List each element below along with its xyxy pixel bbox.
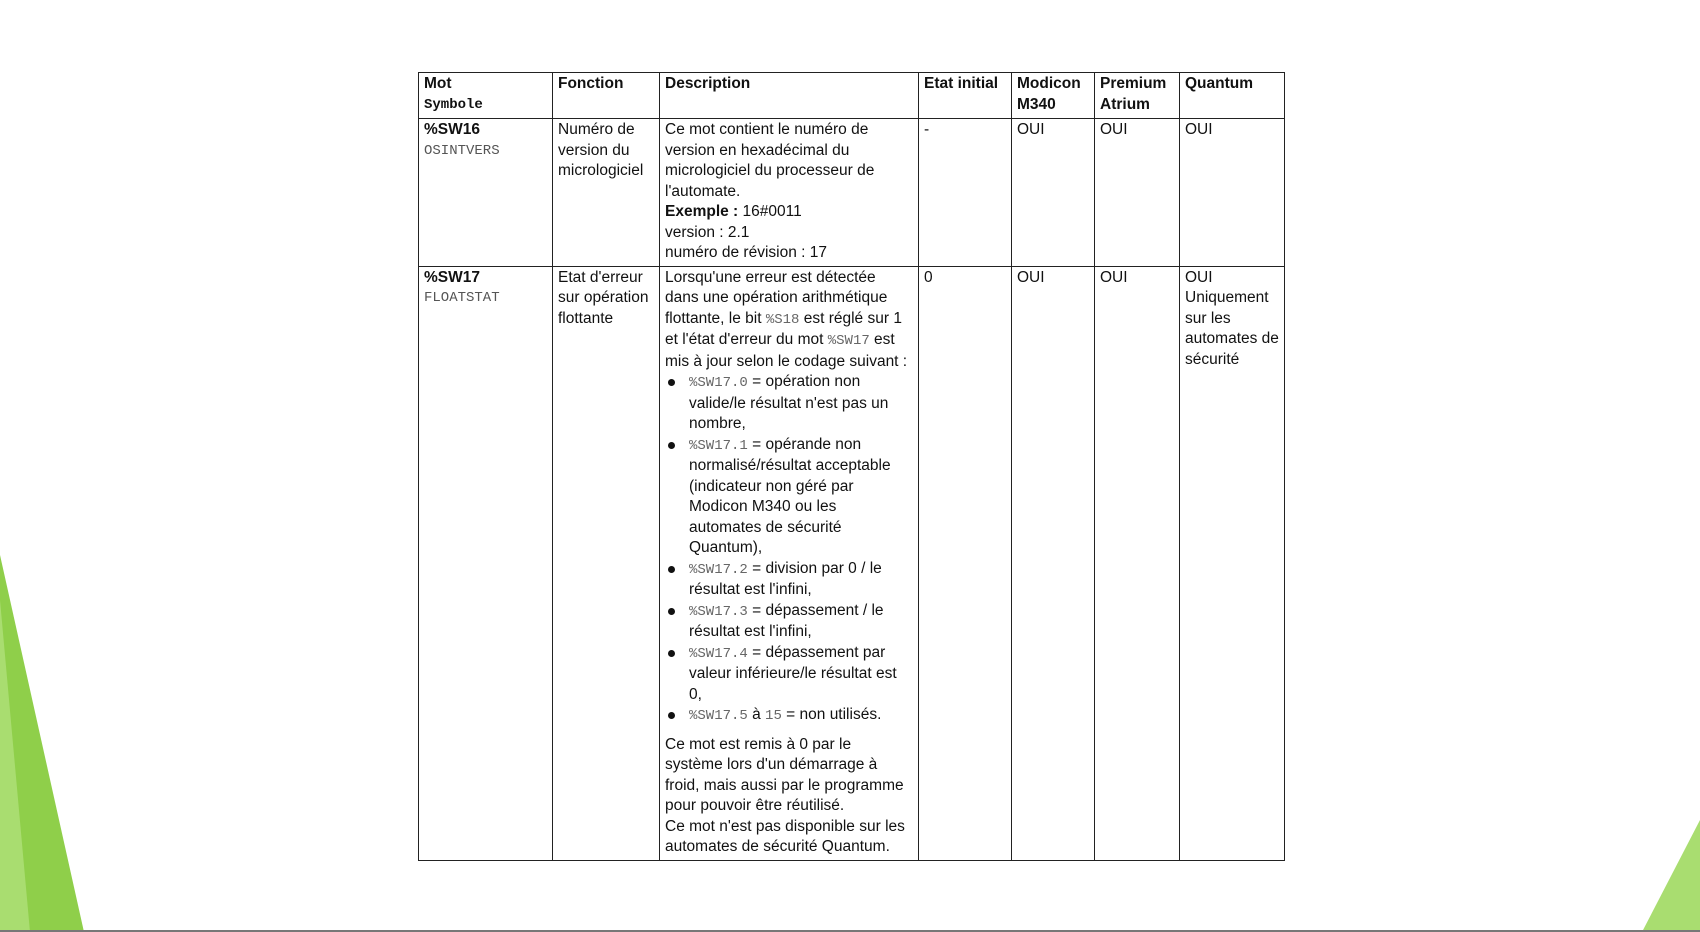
reset-note: Ce mot est remis à 0 par le système lors d'un démarrage à froid, mais aussi par le programme pour pouvoir être réutilisé. xyxy=(665,735,904,814)
error-code-list xyxy=(665,372,913,727)
list-item xyxy=(665,372,913,435)
system-words-table xyxy=(418,72,1285,861)
header-etat-initial: Etat initial xyxy=(919,73,1012,119)
header-modicon-line1: Modicon xyxy=(1017,75,1081,92)
table-row-sw16 xyxy=(419,119,1285,267)
cell-modicon: OUI xyxy=(1012,266,1095,860)
cell-premium: OUI xyxy=(1095,119,1180,267)
cell-mot xyxy=(419,119,553,267)
header-modicon-line2: M340 xyxy=(1017,95,1056,113)
header-mot xyxy=(419,73,553,119)
cell-modicon: OUI xyxy=(1012,119,1095,267)
header-modicon xyxy=(1012,73,1095,119)
bit-text: = non utilisés. xyxy=(781,706,882,723)
bit-code: %SW17.4 xyxy=(689,645,748,662)
header-description: Description xyxy=(660,73,919,119)
version-line: version : 2.1 xyxy=(665,223,750,241)
cell-etat-initial: 0 xyxy=(919,266,1012,860)
description-text: Ce mot contient le numéro de version en hexadécimal du micrologiciel du processeur de l'automate. xyxy=(665,121,875,200)
word-address: %SW17 xyxy=(424,268,480,286)
word-symbol: FLOATSTAT xyxy=(424,290,500,306)
quantum-note: Uniquement sur les automates de sécurité xyxy=(1185,289,1279,368)
paragraph-gap xyxy=(665,727,913,735)
bit-text: = dépassement par valeur inférieure/le résultat est 0, xyxy=(689,643,897,703)
example-label: Exemple : xyxy=(665,203,739,220)
cell-etat-initial: - xyxy=(919,119,1012,267)
header-quantum: Quantum xyxy=(1180,73,1285,119)
bit-code: %SW17.2 xyxy=(689,561,748,578)
intro-code-bit: %S18 xyxy=(765,311,800,328)
bit-code-end: 15 xyxy=(765,708,782,724)
list-item xyxy=(665,435,913,559)
cell-description xyxy=(660,266,919,860)
list-item xyxy=(665,601,913,643)
revision-line: numéro de révision : 17 xyxy=(665,244,827,261)
cell-mot xyxy=(419,266,553,860)
bit-text: = division par 0 / le résultat est l'infini, xyxy=(689,559,882,598)
header-fonction: Fonction xyxy=(553,73,660,119)
cell-quantum: OUI xyxy=(1180,119,1285,267)
table-header-row xyxy=(419,73,1285,119)
green-accent-right xyxy=(1620,0,1700,932)
bit-range-sep: à xyxy=(747,706,766,723)
list-item xyxy=(665,643,913,706)
bit-code: %SW17.0 xyxy=(689,375,748,391)
header-premium-line1: Premium xyxy=(1100,75,1167,92)
intro-text-a: Lorsqu'une erreur est détectée dans une opération arithmétique flottante, le bit xyxy=(665,268,888,327)
word-address: %SW16 xyxy=(424,121,480,138)
header-premium-line2: Atrium xyxy=(1100,95,1150,113)
example-line xyxy=(665,202,913,223)
bit-text: = opération non valide/le résultat n'est pas un nombre, xyxy=(689,373,889,432)
example-value: 16#0011 xyxy=(738,203,802,220)
list-item xyxy=(665,559,913,601)
availability-note: Ce mot n'est pas disponible sur les automates de sécurité Quantum. xyxy=(665,817,905,855)
bit-text: = opérande non normalisé/résultat acceptable (indicateur non géré par Modicon M340 ou les automates de sécurité Quantum), xyxy=(689,435,891,556)
header-symbole-label: Symbole xyxy=(424,96,483,113)
cell-description xyxy=(660,119,919,267)
word-symbol: OSINTVERS xyxy=(424,142,500,159)
quantum-value: OUI xyxy=(1185,268,1213,286)
green-accent-left xyxy=(0,0,120,932)
bit-code: %SW17.1 xyxy=(689,437,748,454)
table-row-sw17 xyxy=(419,266,1285,860)
cell-premium: OUI xyxy=(1095,266,1180,860)
list-item xyxy=(665,705,913,727)
intro-text-b: est réglé sur 1 et l'état d'erreur du mot xyxy=(665,309,902,348)
intro-text-c: est mis à jour selon le codage suivant : xyxy=(665,331,908,370)
bit-code-start: %SW17.5 xyxy=(689,708,748,724)
cell-fonction: Etat d'erreur sur opération flottante xyxy=(553,266,660,860)
bit-code: %SW17.3 xyxy=(689,603,748,620)
bit-text: = dépassement / le résultat est l'infini, xyxy=(689,601,884,640)
intro-code-word: %SW17 xyxy=(827,333,870,349)
cell-fonction: Numéro de version du micrologiciel xyxy=(553,119,660,267)
header-premium xyxy=(1095,73,1180,119)
header-mot-label: Mot xyxy=(424,75,452,92)
cell-quantum xyxy=(1180,266,1285,860)
description-intro xyxy=(665,268,913,373)
